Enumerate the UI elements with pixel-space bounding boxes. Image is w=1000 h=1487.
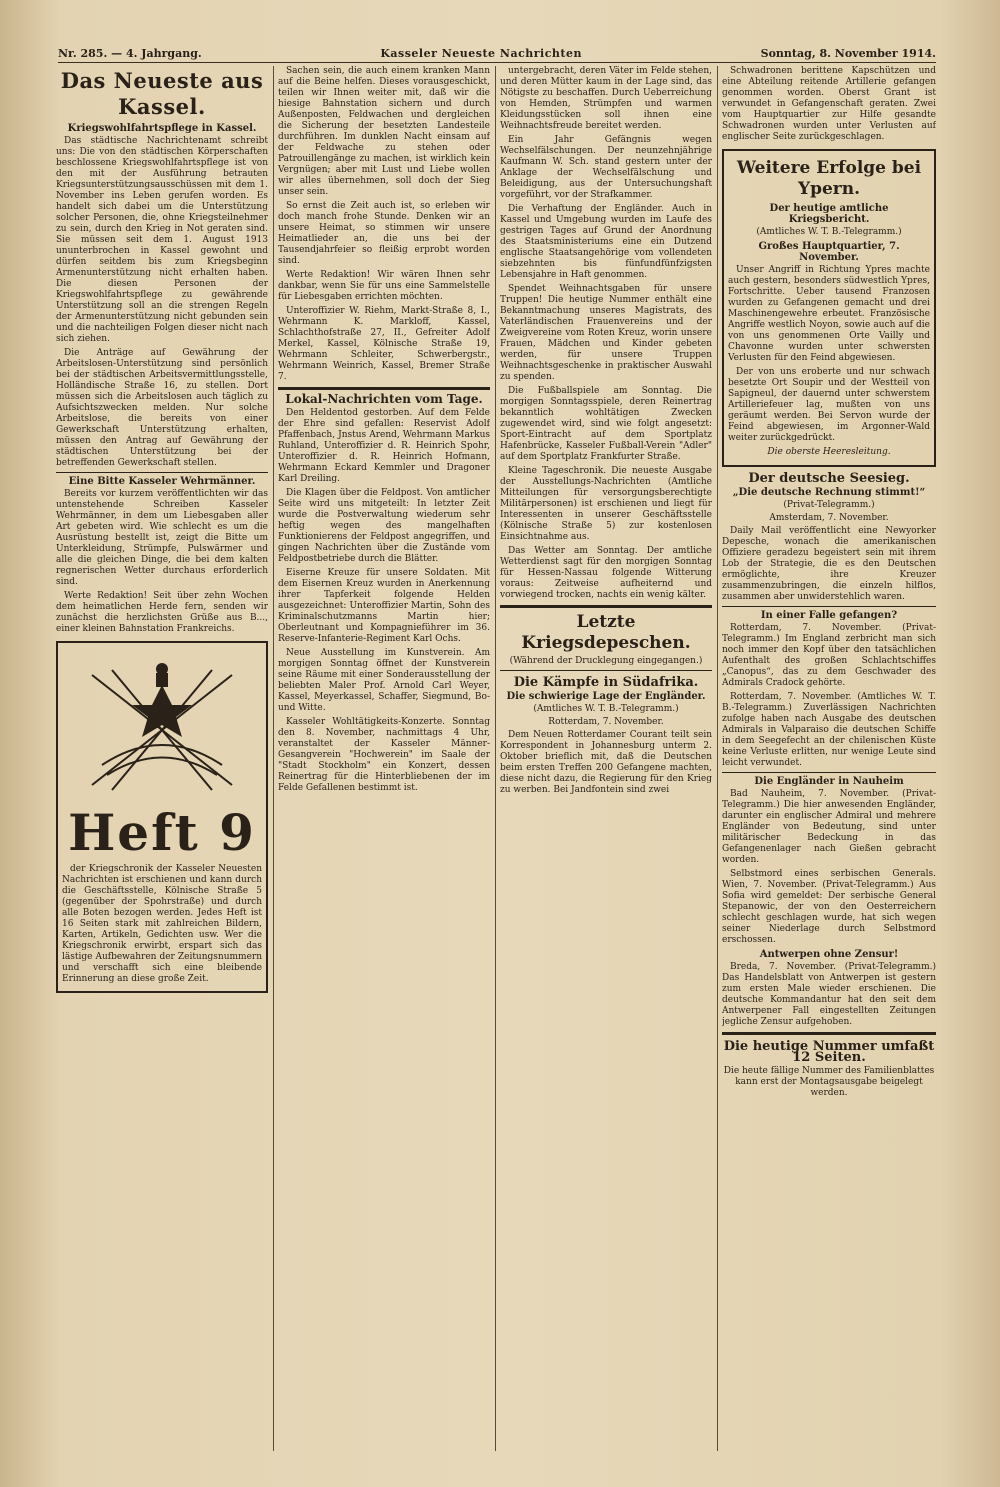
article-paragraph: Werte Redaktion! Wir wären Ihnen sehr dankbar, wenn Sie für uns eine Sammelstelle für Liebesgaben errichten möchten. — [278, 270, 490, 302]
column-3 — [500, 66, 712, 1451]
article-title: In einer Falle gefangen? — [760, 610, 898, 621]
column-4 — [722, 66, 936, 1451]
section-headline: Letzte Kriegsdepeschen. — [521, 612, 691, 653]
article-subtitle: „Die deutsche Rechnung stimmt!“ — [732, 487, 926, 498]
article-paragraph: Die Klagen über die Feldpost. Von amtlicher Seite wird uns mitgeteilt: In letzter Zeit wurde die Postverwaltung wiederum sehr heftig wegen des mangelhaften Funktionierens der Feldpost angegriffen, und gingen Nachrichten über die Zustände vom Feldpostbetriebe durch die Blätter. — [278, 488, 490, 564]
article-paragraph: Bereits vor kurzem veröffentlichten wir das untenstehende Schreiben Kasseler Wehrmänner, in dem um Liebesgaben aller Art gebeten wird. Wie schlecht es um die Ausrüstung bestellt ist, zeigt die Bitte um Unterkleidung, Strümpfe, Pulswärmer und alle die gleichen Dinge, die bei dem kalten regnerischen Wetter durchaus erforderlich sind. — [56, 489, 268, 587]
article-paragraph: Dem Neuen Rotterdamer Courant teilt sein Korrespondent in Johannesburg unterm 2. Oktober brieflich mit, daß die Deutschen beim ersten Treffen 200 Gefangene machten, diese nicht dazu, die Regierung für den Krieg zu werben. Bei Jandfontein sind zwei — [500, 730, 712, 795]
divider — [722, 606, 936, 607]
article-paragraph: Die Verhaftung der Engländer. Auch in Kassel und Umgebung wurden im Laufe des gestrigen Tages auf Grund der Anordnung des Staatsministeriums eine ein Dutzend englische Staatsangehörige vom vollendeten siebzehnten bis fünfundfünfzigsten Lebensjahre in Haft genommen. — [500, 204, 712, 280]
section-headline: Weitere Erfolge bei Ypern. — [736, 158, 922, 199]
article-paragraph: Spendet Weihnachtsgaben für unsere Truppen! Die heutige Nummer enthält eine Bekanntmachung unseres Magistrats, des Vaterländischen Frauenvereins und der Zweigvereine vom Roten Kreuz, worin unsere Frauen, Mädchen und Kinder gebeten werden, für unsere Truppen Weihnachtsgeschenke in praktischer Auswahl zu spenden. — [500, 284, 712, 382]
article-title: Der deutsche Seesieg. — [748, 471, 910, 486]
telegram-source: (Amtliches W. T. B.-Telegramm.) — [533, 704, 679, 714]
column-rule — [495, 66, 496, 1451]
article-title: Antwerpen ohne Zensur! — [759, 949, 899, 960]
signature: Die oberste Heeresleitung. — [767, 447, 891, 457]
news-box — [722, 149, 936, 467]
article-paragraph: Den Heldentod gestorben. Auf dem Felde der Ehre sind gefallen: Reservist Adolf Pfaffenbach, Jnstus Arend, Wehrmann Markus Ruhland, Unteroffizier d. R. Heinrich Spohr, Unteroffizier d. R. Heinrich Hofmann, Wehrmann Eckard Kemmler und Dragoner Karl Dreiling. — [278, 408, 490, 484]
column-rule — [717, 66, 718, 1451]
dateline: Amsterdam, 7. November. — [769, 513, 889, 523]
dateline: Rotterdam, 7. November. — [548, 717, 664, 727]
columns — [56, 66, 936, 1451]
article-paragraph: Unteroffizier W. Riehm, Markt-Straße 8, I., Wehrmann K. Markloff, Kassel, Schlachthofstraße 27, II., Gefreiter Adolf Merkel, Kassel, Kölnische Straße 19, Wehrmann Schleiter, Schwerbergstr., Wehrmann Weinrich, Kassel, Bremer Straße 7. — [278, 306, 490, 382]
article-paragraph: Die Fußballspiele am Sonntag. Die morgigen Sonntagsspiele, deren Reinertrag bekanntlich wohltätigen Zwecken zugewendet wird, sind wie folgt angesetzt: Sport-Eintracht auf dem Sportplatz Hafenbrücke, Kasseler Fußball-Verein "Adler" auf dem Sportplatz Frankfurter Straße. — [500, 386, 712, 462]
article-paragraph: So ernst die Zeit auch ist, so erleben wir doch manch frohe Stunde. Denken wir an unsere Heimat, so stimmen wir unsere Heimatlieder an, die uns bei der Tausendjahrfeier so fleißig erprobt worden sind. — [278, 201, 490, 266]
divider — [722, 1032, 936, 1035]
article-title: Die Engländer in Nauheim — [754, 776, 904, 787]
article-paragraph: Die Anträge auf Gewährung der Arbeitslosen-Unterstützung sind persönlich bei der städtischen Arbeitsvermittlungsstelle, Holländische Straße 16, zu stellen. Dort müssen sich die Arbeitslosen auch täglich zu Aufsichtszwecken melden. Nur solche Arbeitslose, die bereits von einer Gewerkschaft Unterstützung erhalten, müssen den Antrag auf Gewährung der städtischen Unterstützung bei der betreffenden Gewerkschaft stellen. — [56, 348, 268, 468]
article-paragraph: Schwadronen berittene Kapschützen und eine Abteilung reitende Artillerie gefangen genommen worden. Oberst Grant ist verwundet in Gefangenschaft geraten. Zwei vom Hauptquartier zur Hilfe gesandte Schwadronen wurden unter Verlusten auf englischer Seite zurückgeschlagen. — [722, 66, 936, 142]
article-paragraph: Bad Nauheim, 7. November. (Privat-Telegramm.) Die hier anwesenden Engländer, darunter ein englischer Admiral und mehrere Engländer von Bedeutung, sind unter militärischer Bedeckung in das Gefangenenlager nach Gießen gebracht worden. — [722, 789, 936, 865]
article-paragraph: Eiserne Kreuze für unsere Soldaten. Mit dem Eisernen Kreuz wurden in Anerkennung ihrer Tapferkeit folgende Helden ausgezeichnet: Unteroffizier Martin, Sohn des Kriminalschutzmanns Martin hier; Oberleutnant und Kompagnieführer im 36. Reserve-Infanterie-Regiment Karl Ochs. — [278, 568, 490, 644]
iron-cross-emblem-icon — [62, 650, 262, 800]
issue-date: Sonntag, 8. November 1914. — [760, 46, 936, 60]
article-title: Kriegswohlfahrtspflege in Kassel. — [67, 123, 257, 134]
article-paragraph: Rotterdam, 7. November. (Privat-Telegramm.) Im England zerbricht man sich noch immer den Kopf über den tatsächlichen Aufenthalt des großen Schlachtschiffes „Canopus“, das zu dem Geschwader des Admirals Cradock gehörte. — [722, 623, 936, 688]
article-paragraph: Neue Ausstellung im Kunstverein. Am morgigen Sonntag öffnet der Kunstverein seine Räume mit einer Sonderausstellung der beliebten Maler Prof. Arnold Carl Weyer, Kassel, Meyerkassel, Schaffer, Siegmund, Bo- und Witte. — [278, 648, 490, 713]
section-headline: Das Neueste aus Kassel. — [60, 68, 264, 119]
article-paragraph: Rotterdam, 7. November. (Amtliches W. T. B.-Telegramm.) Zuverlässigen Nachrichten zufolge haben nach Ausgabe des deutschen Admirals in Valparaiso die deutschen Schiffe in dem Seegefecht an der chilenischen Küste keine Verluste erlitten, nur wenige Leute sind leicht verwundet. — [722, 692, 936, 768]
section-subtitle: (Während der Drucklegung eingegangen.) — [509, 656, 703, 666]
page-header — [58, 44, 936, 63]
divider — [56, 472, 268, 473]
article-title: Eine Bitte Kasseler Wehrmänner. — [68, 476, 256, 487]
article-paragraph: Selbstmord eines serbischen Generals. Wien, 7. November. (Privat-Telegramm.) Aus Sofia wird gemeldet: Der serbische General Stepanowic, der von den Oesterreichern schlecht geschlagen wurde, hat sich wegen seiner Niederlage durch Selbstmord erschossen. — [722, 869, 936, 945]
article-paragraph: untergebracht, deren Väter im Felde stehen, und deren Mütter kaum in der Lage sind, das Nötigste zu beschaffen. Durch Ueberreichung von Hemden, Strümpfen und warmen Kleidungsstücken soll ihnen eine Weihnachtsfreude bereitet werden. — [500, 66, 712, 131]
dateline: Großes Hauptquartier, 7. November. — [758, 241, 900, 263]
telegram-source: (Amtliches W. T. B.-Telegramm.) — [756, 227, 902, 237]
notice-headline: Die heutige Nummer umfaßt 12 Seiten. — [723, 1039, 935, 1065]
article-paragraph: Daily Mail veröffentlicht eine Newyorker Depesche, wonach die amerikanischen Offiziere geradezu begeistert sein mit ihrem Lob der Strategie, die es den Deutschen ermöglichte, ihre Kreuzer zusammenzubringen, die einzeln hilflos, zusammen aber unwiderstehlich waren. — [722, 526, 936, 602]
article-paragraph: Das Wetter am Sonntag. Der amtliche Wetterdienst sagt für den morgigen Sonntag für Hessen-Nassau folgende Witterung voraus: Zeitweise aufheiternd und vorwiegend trocken, nachts ein wenig kälter. — [500, 546, 712, 600]
article-paragraph: Ein Jahr Gefängnis wegen Wechselfälschungen. Der neunzehnjährige Kaufmann W. Sch. stand gestern unter der Anklage der Wechselfälschung und Beleidigung, aus der Untersuchungshaft vorgeführt, vor der Strafkammer. — [500, 135, 712, 200]
advertisement-text: der Kriegschronik der Kasseler Neuesten Nachrichten ist erschienen und kann durch die Geschäftsstelle, Kölnische Straße 5 (gegenüber der Spohrstraße) und durch alle Boten bezogen werden. Jedes Heft ist 16 Seiten stark mit zahlreichen Bildern, Karten, Artikeln, Gedichten usw. Wer die Kriegschronik erwirbt, erspart sich das lästige Aufbewahren der Zeitungsnummern und verschafft sich eine bleibende Erinnerung an diese große Zeit. — [62, 864, 262, 984]
article-paragraph: Das städtische Nachrichtenamt schreibt uns: Die von den städtischen Körperschaften beschlossene Kriegswohlfahrtspflege ist von den mit der Ausführung betrauten Kriegsunterstützungsausschüssen mit dem 1. November ins Leben gerufen worden. Es handelt sich dabei um die Unterstützung solcher Personen, die, ohne Kriegsteilnehmer zu sein, durch den Krieg in Not geraten sind. Sie müssen seit dem 1. August 1913 ununterbrochen in Kassel gewohnt und dürfen seitdem bis zum Kriegsbeginn Armenunterstützung nicht erhalten haben. Die diesen Personen der Kriegswohlfahrtspflege zu gewährende Unterstützung soll an die strengen Regeln der Armenunterstützung nicht gebunden sein und die nachteiligen Folgen dieser nicht nach sich ziehen. — [56, 136, 268, 344]
article-paragraph: Der von uns eroberte und nur schwach besetzte Ort Soupir und der Westteil von Sapigneul, der dauernd unter schwerstem Artilleriefeuer lag, mußten von uns geräumt werden. Bei Servon wurde der Feind abgewiesen, im Argonner-Wald weiter zurückgedrückt. — [728, 367, 930, 443]
notice-text: Die heute fällige Nummer des Familienblattes kann erst der Montagsausgabe beigelegt werden. — [723, 1066, 935, 1098]
article-paragraph: Kasseler Wohltätigkeits-Konzerte. Sonntag den 8. November, nachmittags 4 Uhr, veranstaltet der Kasseler Männer-Gesangverein "Hochwerein" im Saale der "Stadt Stockholm" ein Konzert, dessen Reinertrag für die Hinterbliebenen der im Felde Gefallenen bestimmt ist. — [278, 717, 490, 793]
advertisement-box — [56, 641, 268, 993]
divider — [722, 772, 936, 773]
section-title: Lokal-Nachrichten vom Tage. — [285, 392, 483, 406]
article-paragraph: Werte Redaktion! Seit über zehn Wochen dem heimatlichen Herde fern, senden wir zunächst die herzlichsten Grüße aus B..., einer kleinen Bahnstation Frankreichs. — [56, 591, 268, 634]
article-subtitle: Der heutige amtliche Kriegsbericht. — [769, 203, 889, 225]
divider — [500, 670, 712, 671]
divider — [500, 605, 712, 608]
divider — [278, 387, 490, 390]
column-rule — [273, 66, 274, 1451]
article-paragraph: Breda, 7. November. (Privat-Telegramm.) Das Handelsblatt von Antwerpen ist gestern zum ersten Male wieder erschienen. Die deutsche Kommandantur hat den seit dem Antwerpener Fall eingestellten Zeitungen jegliche Zensur aufgehoben. — [722, 962, 936, 1027]
article-subtitle: Die schwierige Lage der Engländer. — [506, 691, 706, 702]
article-paragraph: Sachen sein, die auch einem kranken Mann auf die Beine helfen. Dieses vorausgeschickt, teilen wir Ihnen weiter mit, daß wir die hiesige Bahnstation sichern und durch Außenposten, Feldwachen und dergleichen die Sicherung der besetzten Landesteile durchführen. Im dunklen Nacht einsam auf der Feldwache zu stehen oder Patrouillengänge zu machen, ist wirklich kein Vergnügen; aber mit Lust und Liebe wollen wir alles übernehmen, soll doch der Sieg unser sein. — [278, 66, 490, 197]
heft-headline: Heft 9 — [68, 803, 256, 862]
column-1 — [56, 66, 268, 1451]
article-paragraph: Unser Angriff in Richtung Ypres machte auch gestern, besonders südwestlich Ypres, Fortschritte. Ueber tausend Franzosen wurden zu Gefangenen gemacht und drei Maschinengewehre erbeutet. Französische Angriffe westlich Noyon, sowie auch auf die von uns genommenen Orte Vailly und Chavonne wurden unter schwersten Verlusten für den Feind abgewiesen. — [728, 265, 930, 363]
article-paragraph: Kleine Tageschronik. Die neueste Ausgabe der Ausstellungs-Nachrichten (Amtliche Mitteilungen für versorgungsberechtigte Militärpersonen) ist erschienen und liegt für Interessenten in unserer Geschäftsstelle (Kölnische Straße 5) zur kostenlosen Einsichtnahme aus. — [500, 466, 712, 542]
issue-number: Nr. 285. — 4. Jahrgang. — [58, 46, 202, 60]
telegram-source: (Privat-Telegramm.) — [783, 500, 875, 510]
column-2 — [278, 66, 490, 1451]
newspaper-title: Kasseler Neueste Nachrichten — [380, 46, 583, 60]
article-title: Die Kämpfe in Südafrika. — [513, 675, 699, 690]
